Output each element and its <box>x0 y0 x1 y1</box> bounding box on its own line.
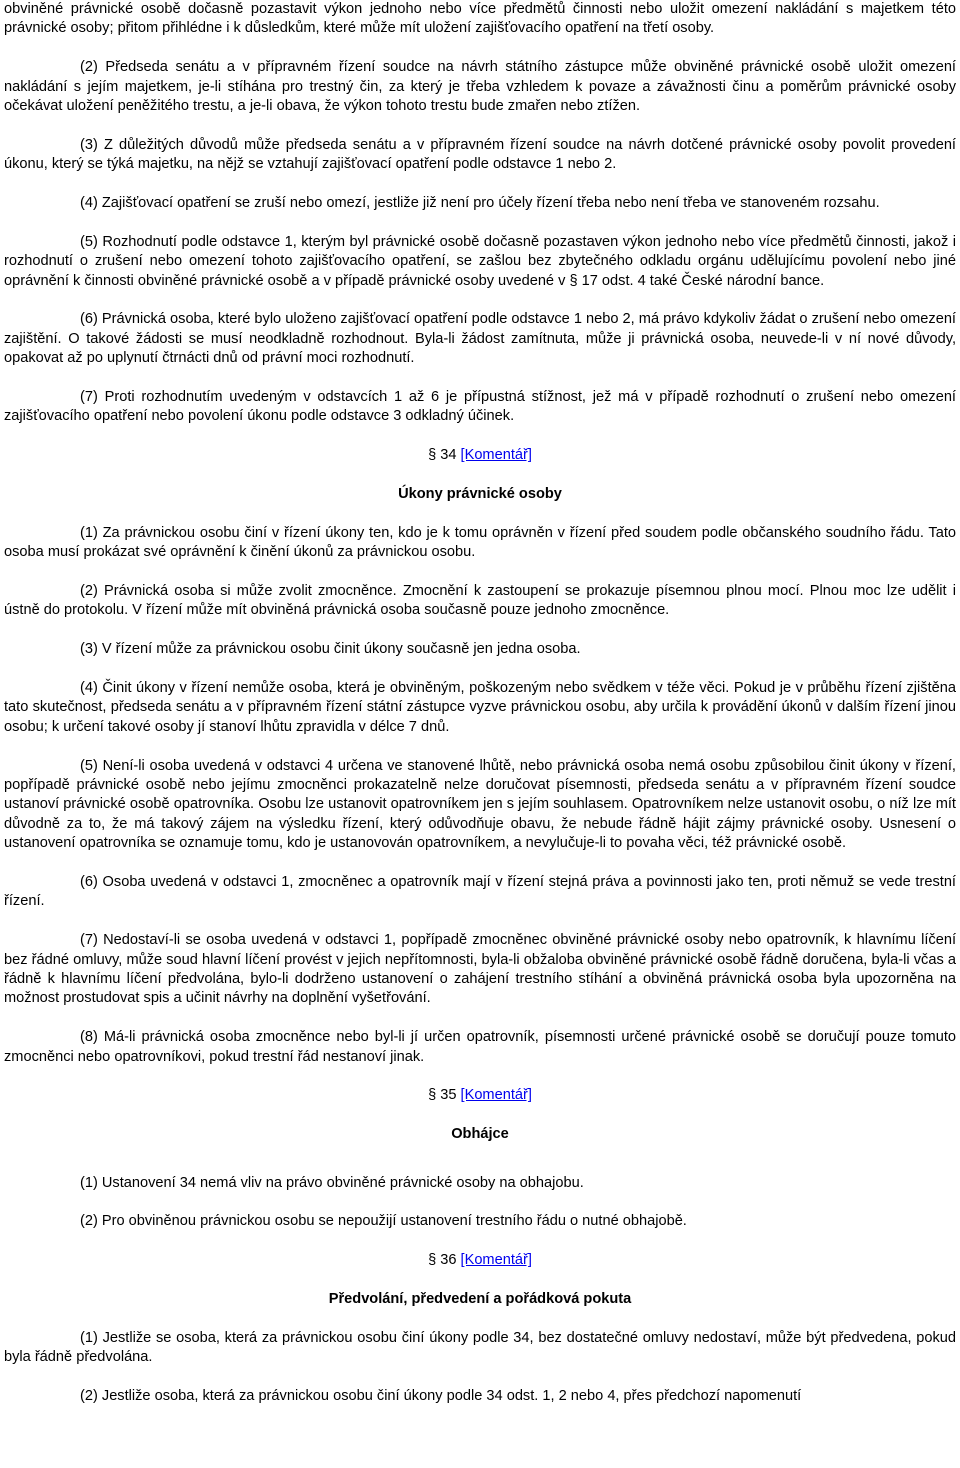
paragraph-33-2: (2) Předseda senátu a v přípravném řízení soudce na návrh státního zástupce může obviněné právnické osobě uložit omezení nakládání s jejím majetkem, je-li stíhána pro trestný čin, za který je třeba vzhledem k povaze a závažnosti činu a poměrům právnické osoby očekávat uložení peněžitého trestu, a je-li obava, že výkon tohoto trestu bude zmařen nebo ztížen. <box>4 59 956 115</box>
section-title-36: Předvolání, předvedení a pořádková pokuta <box>328 1291 632 1308</box>
paragraph-33-3: (3) Z důležitých důvodů může předseda senátu a v přípravném řízení soudce na návrh dotčené právnické osoby povolit provedení úkonu, který se týká majetku, na nějž se vztahují zajišťovací opatření podle odstavce 1 nebo 2. <box>4 136 956 173</box>
paragraph-35-2: (2) Pro obviněnou právnickou osobu se nepoužijí ustanovení trestního řádu o nutné obhajobě. <box>80 1213 687 1230</box>
comment-link-34[interactable]: [Komentář] <box>460 447 532 464</box>
paragraph-34-8: (8) Má-li právnická osoba zmocněnce nebo byl-li jí určen opatrovník, písemnosti určené právnické osobě se doručují pouze tomuto zmocněnci nebo opatrovníkovi, pokud trestní řád nestanoví jinak. <box>4 1029 956 1065</box>
paragraph-33-4: (4) Zajišťovací opatření se zruší nebo omezí, jestliže již není pro účely řízení třeba nebo není třeba ve stanoveném rozsahu. <box>80 195 880 212</box>
paragraph-35-1: (1) Ustanovení 34 nemá vliv na právo obviněné právnické osoby na obhajobu. <box>80 1174 584 1191</box>
paragraph-36-2: (2) Jestliže osoba, která za právnickou osobu činí úkony podle 34 odst. 1, 2 nebo 4, přes předchozí napomenutí <box>80 1388 802 1405</box>
section-title-35: Obhájce <box>451 1126 509 1143</box>
paragraph-33-6: (6) Právnická osoba, které bylo uloženo zajišťovací opatření podle odstavce 1 nebo 2, má právo kdykoliv žádat o zrušení nebo omezení zajištění. O takové žádosti se musí neodkladně rozhodnout. Byla-li žádost zamítnuta, může ji právnická osoba, neuvede-li v ní nové důvody, opakovat až po uplynutí čtrnácti dnů od právní moci rozhodnutí. <box>4 311 956 367</box>
paragraph-34-1: (1) Za právnickou osobu činí v řízení úkony ten, kdo je k tomu oprávněn v řízení před soudem podle občanského soudního řádu. Tato osoba musí prokázat své oprávnění k činění úkonů za právnickou osobu. <box>4 524 956 561</box>
section-sign-icon: § <box>428 1252 441 1269</box>
paragraph-34-6: (6) Osoba uvedená v odstavci 1, zmocněnec a opatrovník mají v řízení stejná práva a povinnosti jako ten, proti němuž se vede trestní řízení. <box>4 874 956 910</box>
paragraph-34-5: (5) Není-li osoba uvedená v odstavci 4 určena ve stanovené lhůtě, nebo právnická osoba nemá osobu způsobilou činit úkony v řízení, popřípadě právnické osobě nebo jejímu zmocněnci prokazatelně nelze doručovat písemnosti, předseda senátu a v přípravném řízení soudce ustanoví právnické osobě opatrovníka. Osobu lze ustanovit opatrovníkem jen s jejím souhlasem. Opatrovníkem nelze ustanovit osobu, o níž lze mít důvodně za to, že má takový zájem na výsledku řízení, který odůvodňuje obavu, že nebude řádně hájit zájmy právnické osoby. Usnesení o ustanovení opatrovníka se oznamuje tomu, kdo je ustanovován opatrovníkem, a nevylučuje-li to povaha věci, též právnické osobě. <box>4 757 956 852</box>
section-number-34 <box>4 446 956 465</box>
comment-link-36[interactable]: [Komentář] <box>460 1252 532 1269</box>
section-number-36 <box>4 1251 956 1270</box>
paragraph-33-5: (5) Rozhodnutí podle odstavce 1, kterým byl právnické osobě dočasně pozastaven výkon jednoho nebo více předmětů činnosti, jakož i rozhodnutí o zrušení nebo omezení tohoto zajišťovacího opatření, se zašlou bez zbytečného odkladu orgánu udělujícímu povolení nebo jiné oprávnění k činnosti obviněné právnické osobě a v případě právnické osoby uvedené v § 17 odst. 4 také České národní bance. <box>4 233 956 289</box>
section-sign-icon: § <box>428 1087 441 1104</box>
paragraph-34-3: (3) V řízení může za právnickou osobu činit úkony současně jen jedna osoba. <box>80 641 581 658</box>
paragraph-36-1: (1) Jestliže se osoba, která za právnickou osobu činí úkony podle 34, bez dostatečné omluvy nedostaví, může být předvedena, pokud byla řádně předvolána. <box>4 1329 956 1366</box>
section-number-35 <box>4 1086 956 1105</box>
section-num: 36 <box>440 1252 457 1269</box>
section-title-34: Úkony právnické osoby <box>398 486 562 503</box>
section-num: 35 <box>440 1087 457 1104</box>
paragraph-34-2: (2) Právnická osoba si může zvolit zmocněnce. Zmocnění k zastoupení se prokazuje písemnou plnou mocí. Plnou moc lze udělit i ústně do protokolu. V řízení může mít obviněná právnická osoba současně pouze jednoho zmocněnce. <box>4 583 956 619</box>
paragraph-34-4: (4) Činit úkony v řízení nemůže osoba, která je obviněným, poškozeným nebo svědkem v téže věci. Pokud je v průběhu řízení zjištěna tato skutečnost, předseda senátu a v přípravném řízení státní zástupce vyzve právnickou osobu, aby určila k provádění úkonů v dalším řízení jinou osobu; k určení takové osoby jí stanoví lhůtu zpravidla v délce 7 dnů. <box>4 680 956 735</box>
paragraph-continued: obviněné právnické osobě dočasně pozastavit výkon jednoho nebo více předmětů činnosti nebo uložit omezení nakládání s majetkem této právnické osoby; přitom přihlédne i k důsledkům, které může mít uložení zajišťovacího opatření na třetí osoby. <box>4 1 956 37</box>
section-sign-icon: § <box>428 447 441 464</box>
paragraph-34-7: (7) Nedostaví-li se osoba uvedená v odstavci 1, popřípadě zmocněnec obviněné právnické osoby nebo opatrovník, k hlavnímu líčení bez řádné omluvy, může soud hlavní líčení provést v jejich nepřítomnosti, byla-li obžaloba obviněné právnické osobě řádně doručena, byla-li včas a řádně k hlavnímu líčení předvolána, bylo-li dodrženo ustanovení o zahájení trestního stíhání a obviněná právnická osoba byla upozorněna na možnost prostudovat spis a učinit návrhy na doplnění vyšetřování. <box>4 932 956 1007</box>
paragraph-33-7: (7) Proti rozhodnutím uvedeným v odstavcích 1 až 6 je přípustná stížnost, jež má v případě rozhodnutí o zrušení nebo omezení zajišťovacího opatření nebo povolení úkonu podle odstavce 3 odkladný účinek. <box>4 389 956 425</box>
comment-link-35[interactable]: [Komentář] <box>460 1087 532 1104</box>
section-num: 34 <box>440 447 457 464</box>
